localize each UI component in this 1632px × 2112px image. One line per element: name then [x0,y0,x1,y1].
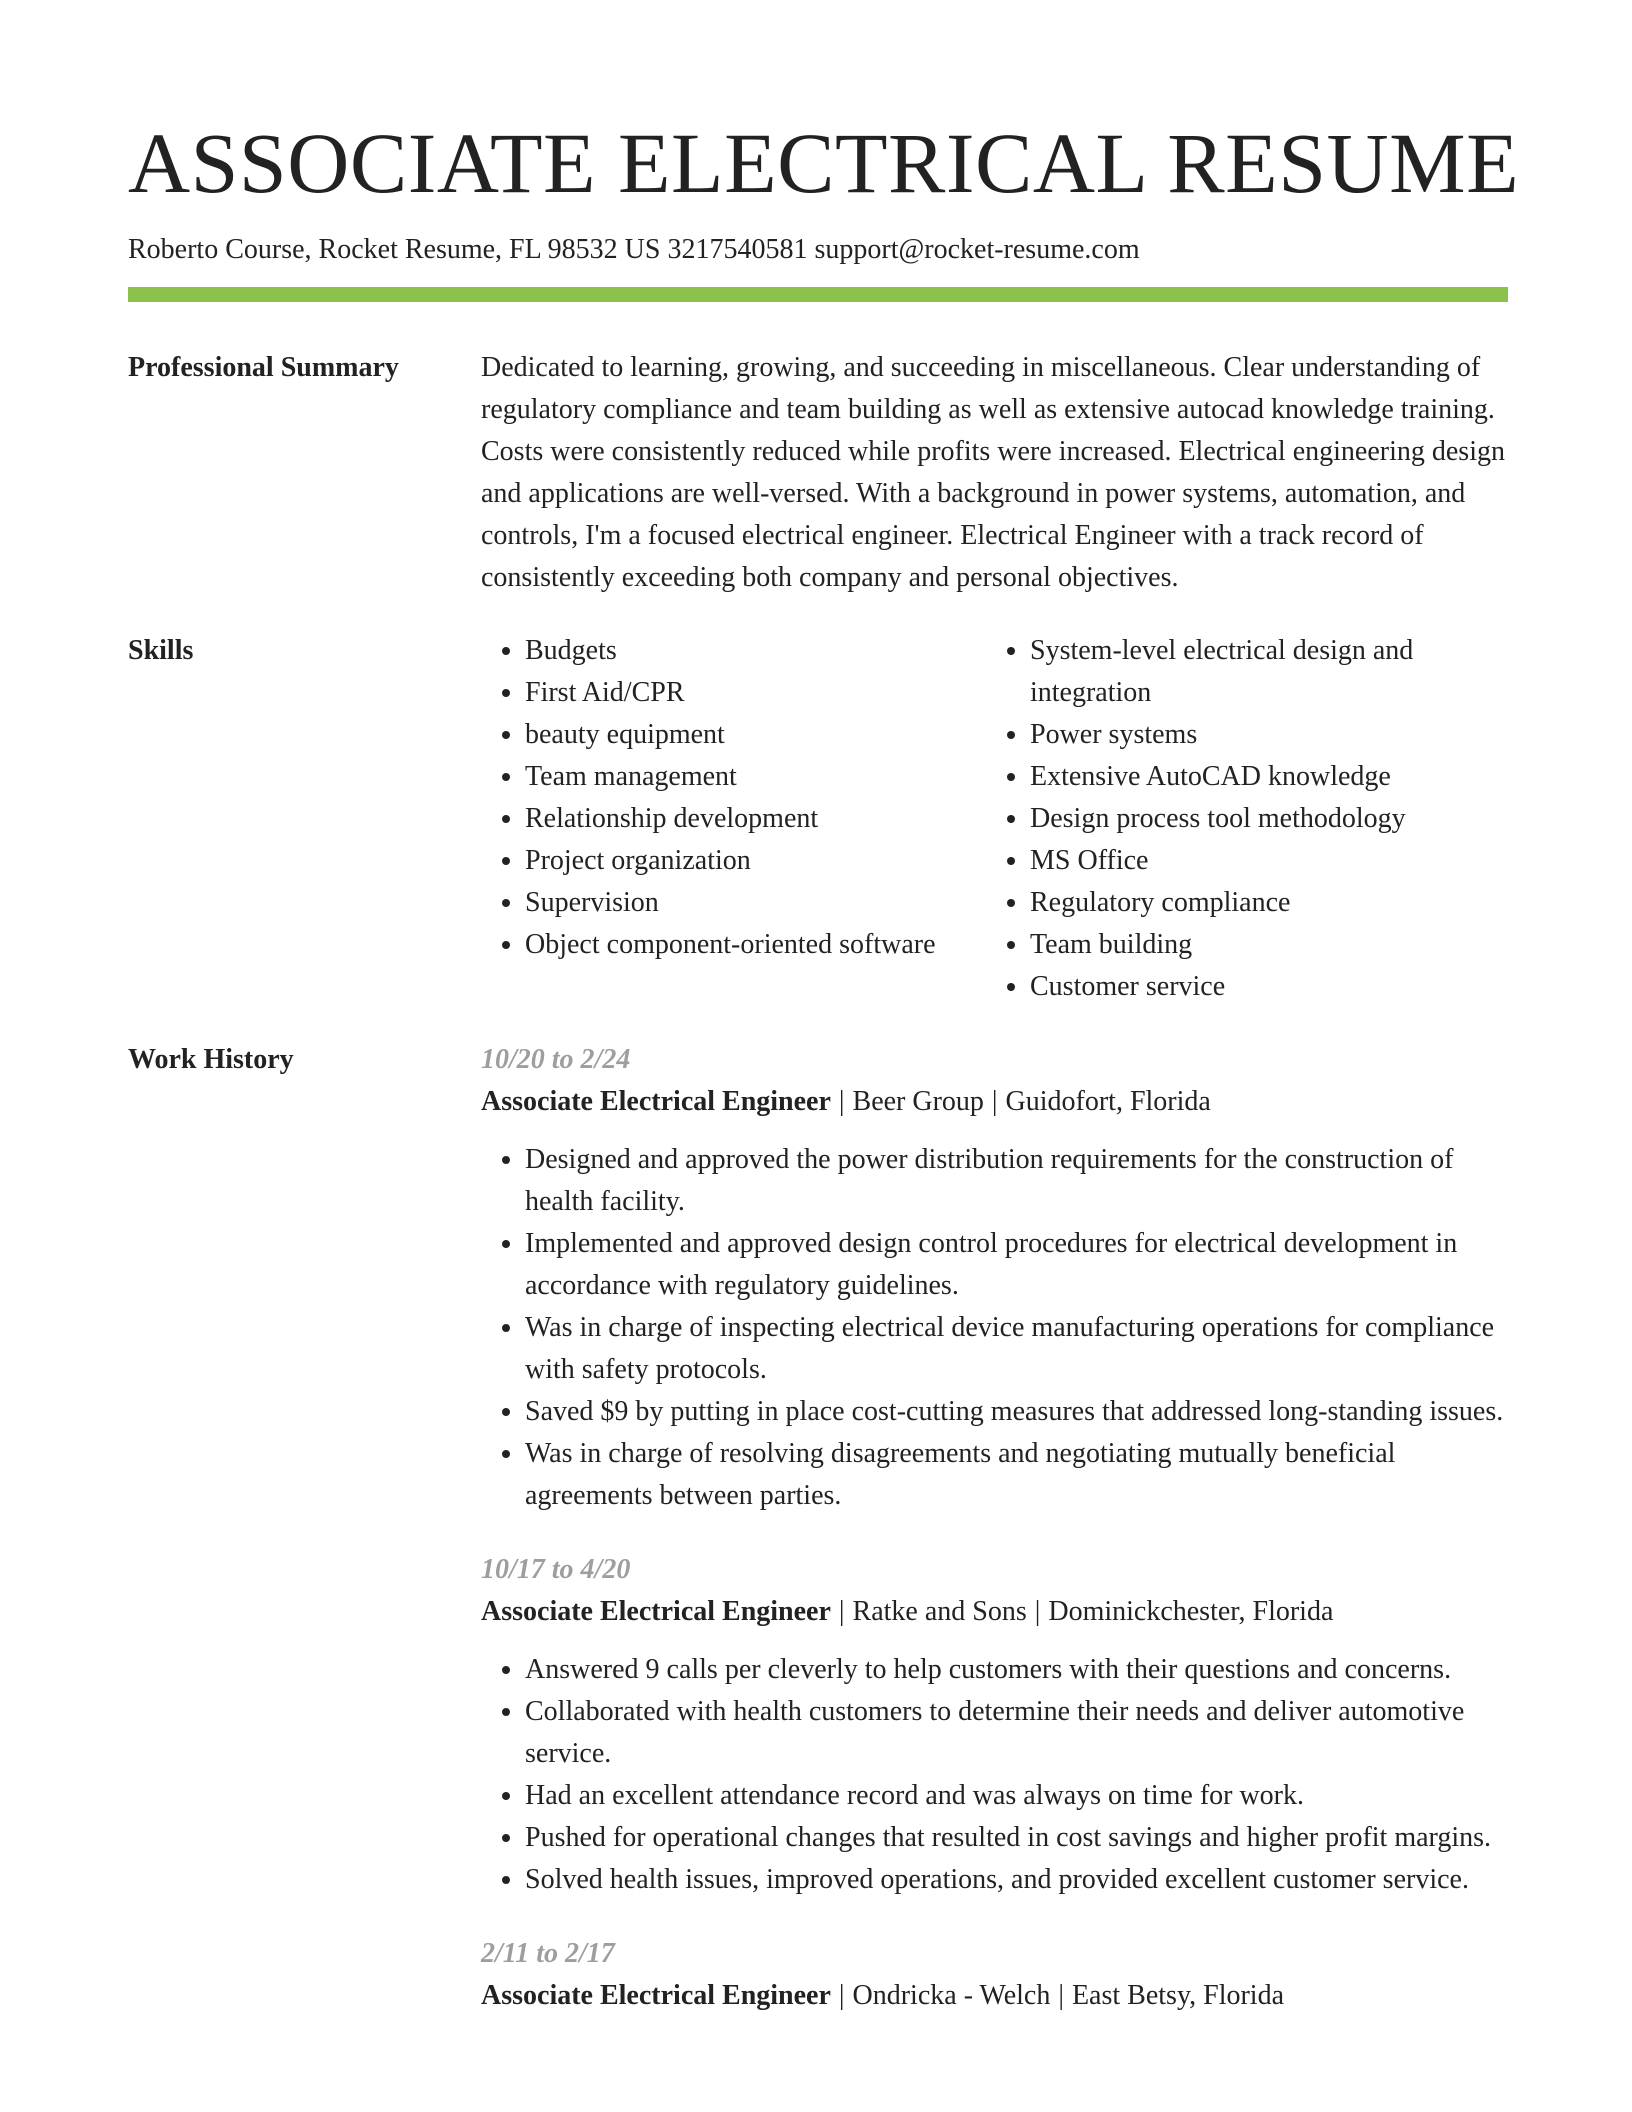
job-separator: | [838,1596,845,1627]
skill-item: • Supervision [525,882,986,924]
skills-columns [481,630,1508,1008]
job-bullet: • Implemented and approved design control procedures for electrical development in accordance with regulatory guidelines. [525,1223,1508,1307]
contact-email[interactable]: support@rocket-resume.com [814,234,1140,265]
contact-phone: 3217540581 [667,234,808,265]
job-separator: | [1058,1980,1064,2011]
job-bullet: • Had an excellent attendance record and was always on time for work. [525,1775,1508,1817]
summary-heading: Professional Summary [128,352,399,383]
skill-item: • System-level electrical design and integration [1030,630,1491,714]
skill-item: • Budgets [525,630,986,672]
job-title: Associate Electrical Engineer [481,1596,831,1627]
job-separator: | [838,1980,845,2011]
job-location: Guidofort, Florida [1005,1086,1211,1117]
job-location: East Betsy, Florida [1071,1980,1285,2011]
job-header [481,1081,1508,1123]
job-header [481,1975,1508,2017]
job-location: Dominickchester, Florida [1048,1596,1334,1627]
job-bullet: • Solved health issues, improved operations, and provided excellent customer service. [525,1859,1508,1901]
skill-item: • MS Office [1030,840,1491,882]
skill-item: • Customer service [1030,966,1491,1008]
job-company: Beer Group [852,1086,984,1117]
job-bullet: • Was in charge of resolving disagreements and negotiating mutually beneficial agreements between parties. [525,1433,1508,1517]
job-separator: | [991,1086,998,1117]
accent-divider [128,287,1508,302]
job-entry [481,1039,1508,1517]
job-bullet: • Collaborated with health customers to determine their needs and deliver automotive service. [525,1691,1508,1775]
job-bullet: • Was in charge of inspecting electrical device manufacturing operations for compliance with safety protocols. [525,1307,1508,1391]
job-header [481,1591,1508,1633]
job-entry [481,1933,1508,2017]
skill-item: • Object component-oriented software [525,924,986,966]
contact-name: Roberto Course, [128,234,312,265]
job-separator: | [838,1086,845,1117]
job-dates: 2/11 to 2/17 [481,1938,615,1969]
skill-item: • Team building [1030,924,1491,966]
skills-body [481,630,1508,1008]
resume-title: ASSOCIATE ELECTRICAL RESUME [128,115,1520,211]
job-bullet: • Designed and approved the power distribution requirements for the construction of health facility. [525,1139,1508,1223]
job-bullets [481,1649,1508,1901]
summary-body [481,347,1508,599]
skill-item: • Regulatory compliance [1030,882,1491,924]
skill-item: • beauty equipment [525,714,986,756]
job-bullet: • Saved $9 by putting in place cost-cutting measures that addressed long-standing issues. [525,1391,1508,1433]
job-company: Ondricka - Welch [852,1980,1051,2011]
work-history-body [481,1039,1508,2049]
job-separator: | [1034,1596,1041,1627]
job-company: Ratke and Sons [852,1596,1027,1627]
contact-line [128,233,1140,267]
skill-item: • Team management [525,756,986,798]
job-dates: 10/17 to 4/20 [481,1554,631,1585]
job-title: Associate Electrical Engineer [481,1980,831,2011]
skill-item: • Project organization [525,840,986,882]
job-bullets [481,1139,1508,1517]
contact-address: Rocket Resume, FL 98532 US [318,234,661,265]
job-entry [481,1549,1508,1901]
skills-heading: Skills [128,635,194,666]
skill-item: • First Aid/CPR [525,672,986,714]
job-title: Associate Electrical Engineer [481,1086,831,1117]
work-history-heading: Work History [128,1044,294,1075]
skills-list-left [481,630,986,1008]
job-bullet: • Answered 9 calls per cleverly to help customers with their questions and concerns. [525,1649,1508,1691]
skills-list-right [986,630,1491,1008]
job-dates: 10/20 to 2/24 [481,1044,631,1075]
skill-item: • Relationship development [525,798,986,840]
summary-text: Dedicated to learning, growing, and succeeding in miscellaneous. Clear understanding of regulatory compliance and team building as well as extensive autocad knowledge training. Costs were consistently reduced while profits were increased. Electrical engineering design and applications are well-versed. With a background in power systems, automation, and controls, I'm a focused electrical engineer. Electrical Engineer with a track record of consistently exceeding both company and personal objectives. [481,352,1505,593]
skill-item: • Design process tool methodology [1030,798,1491,840]
skill-item: • Extensive AutoCAD knowledge [1030,756,1491,798]
skill-item: • Power systems [1030,714,1491,756]
job-bullet: • Pushed for operational changes that resulted in cost savings and higher profit margins. [525,1817,1508,1859]
